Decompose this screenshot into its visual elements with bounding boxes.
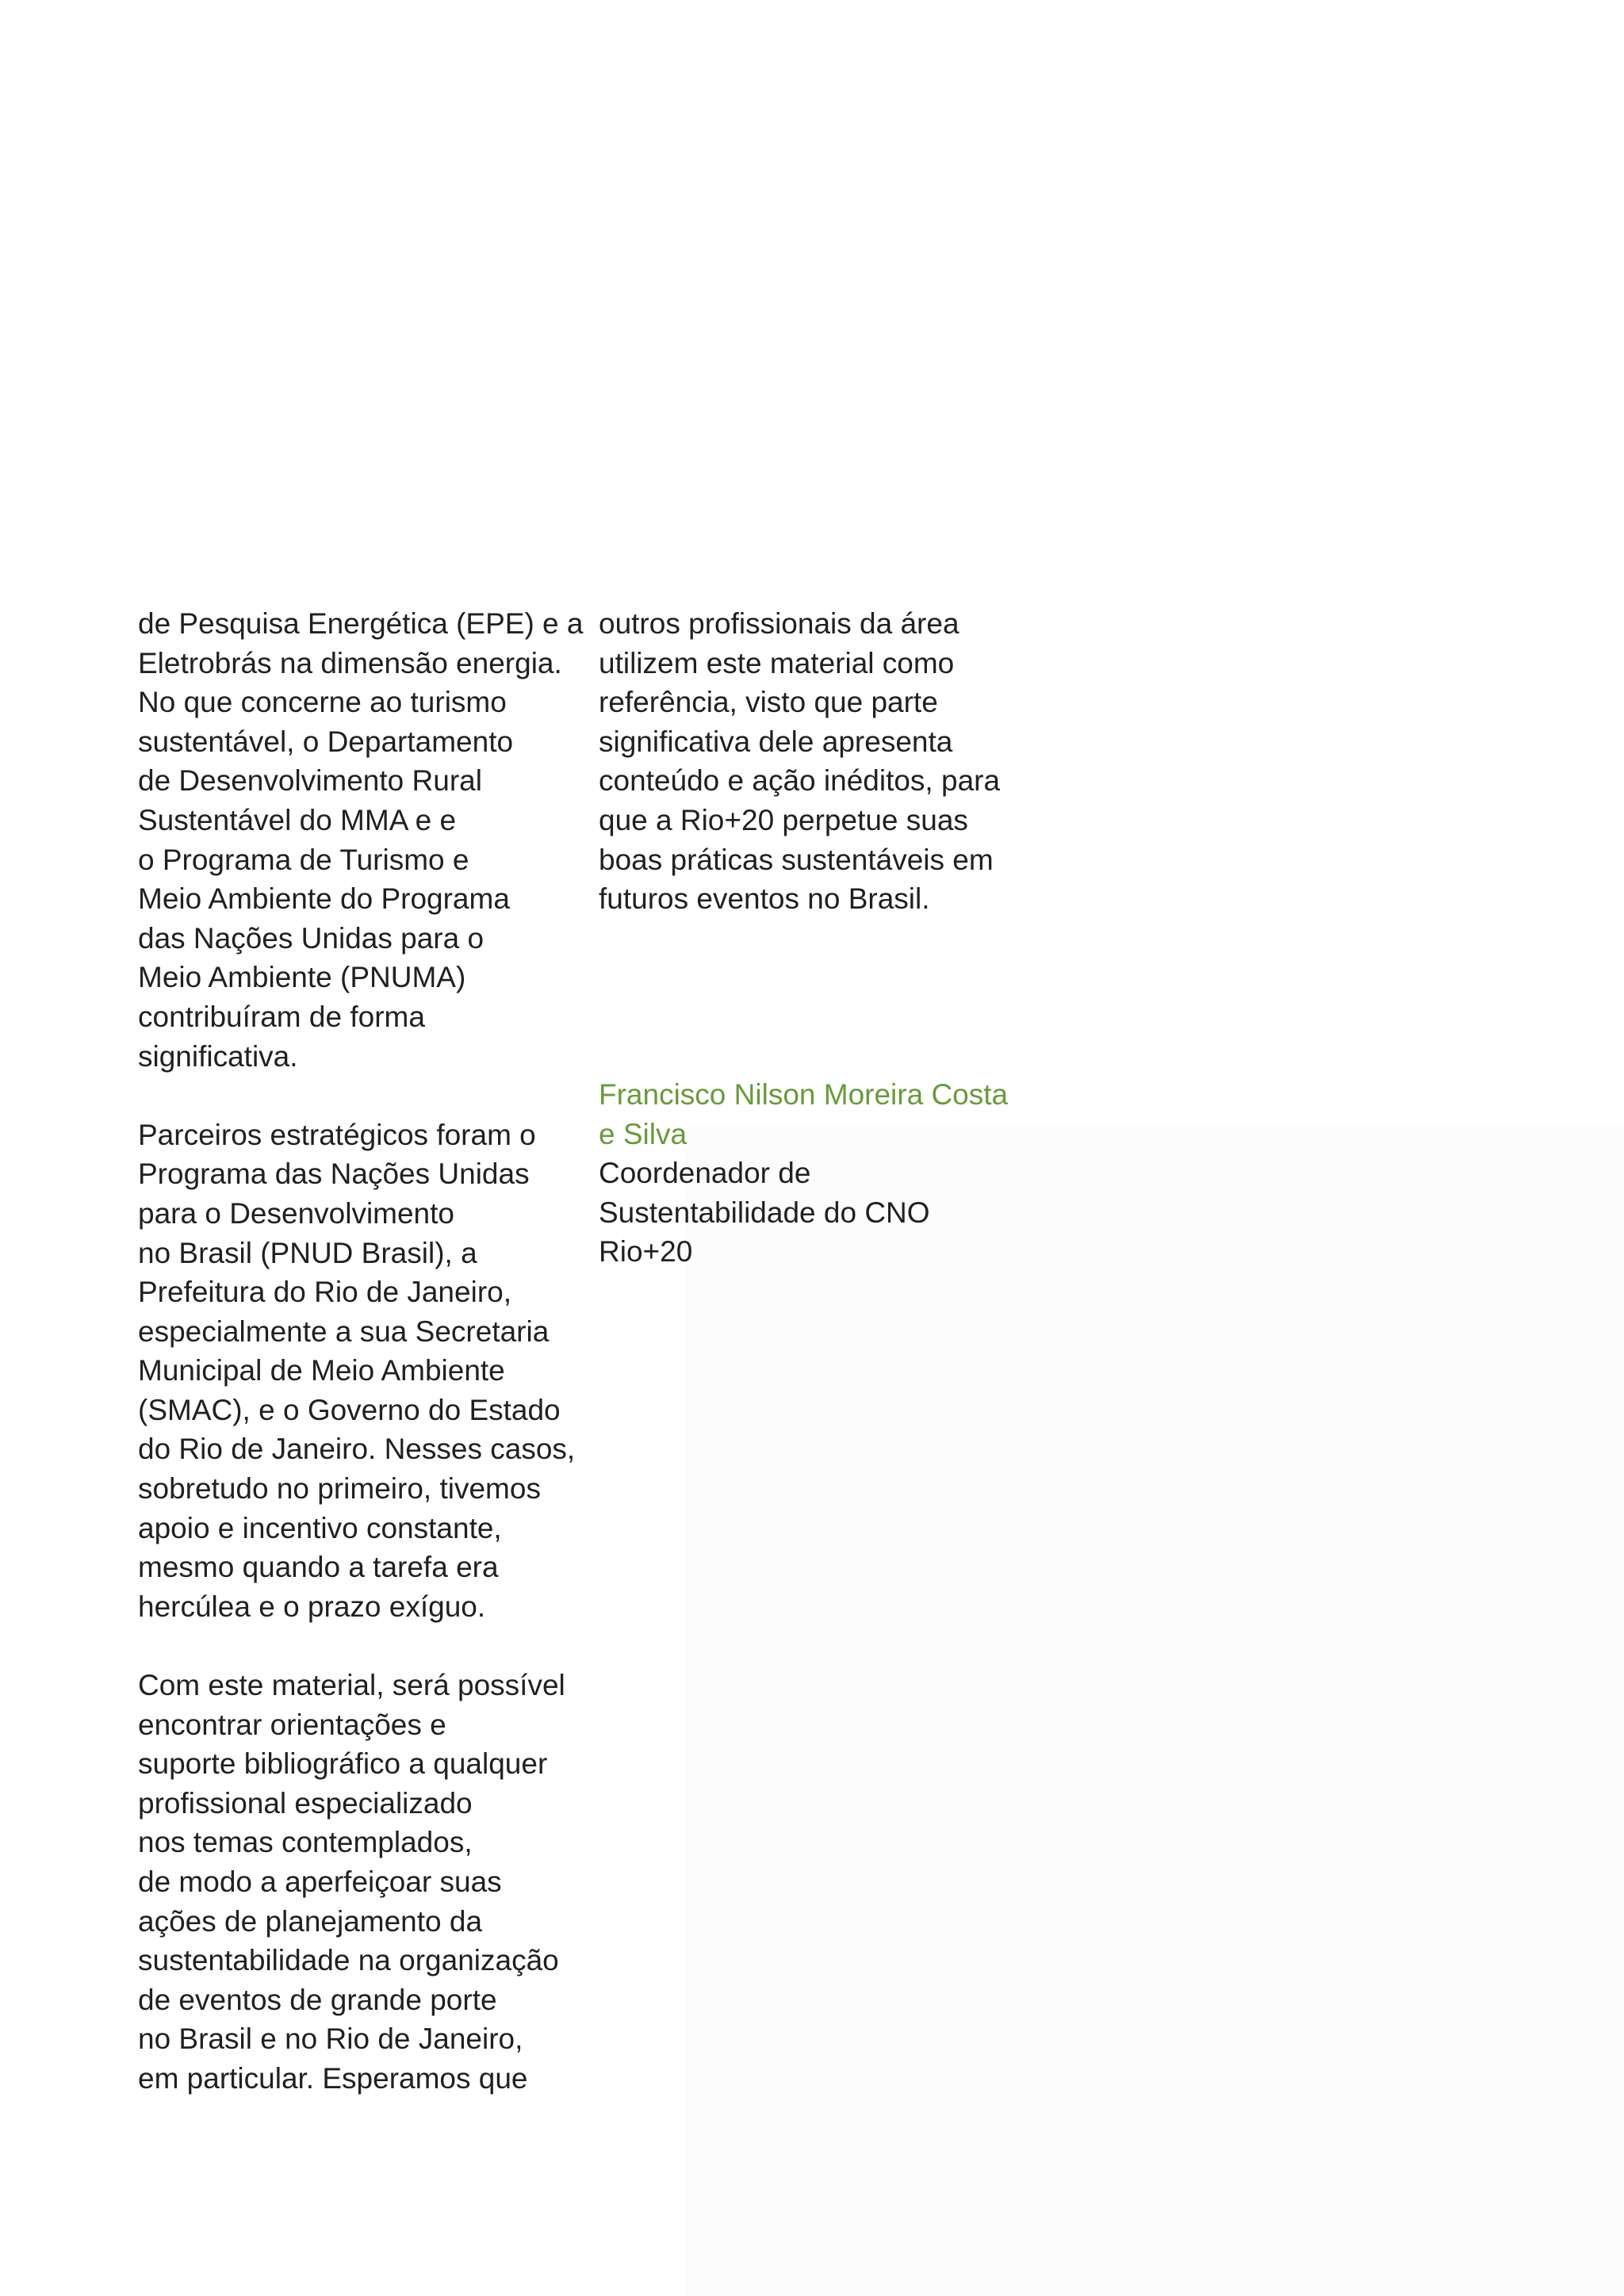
- text-line: das Nações Unidas para o: [138, 921, 485, 955]
- text-line: de modo a aperfeiçoar suas: [138, 1866, 502, 1898]
- text-line: sustentável, o Departamento: [138, 725, 514, 758]
- paragraph-spacer: [138, 1076, 582, 1115]
- text-line: Programa das Nações Unidas: [138, 1158, 530, 1191]
- signature-title-line: Sustentabilidade do CNO: [599, 1196, 930, 1229]
- signature-name: [599, 1075, 1043, 1154]
- signature-title-line: Coordenador de: [599, 1157, 811, 1190]
- text-line: de eventos de grande porte: [138, 1983, 497, 2016]
- paragraph-continuation: [599, 604, 1043, 919]
- paragraph-spacer: [138, 1626, 582, 1666]
- text-line: encontrar orientações e: [138, 1708, 446, 1741]
- text-line: o Programa de Turismo e: [138, 843, 469, 876]
- text-line: futuros eventos no Brasil.: [599, 882, 930, 916]
- text-line: (SMAC), e o Governo do Estado: [138, 1393, 561, 1426]
- signature-name-line: e Silva: [599, 1117, 688, 1150]
- text-line: em particular. Esperamos que: [138, 2061, 528, 2095]
- text-line: No que concerne ao turismo: [138, 686, 507, 719]
- signature-name-line: Francisco Nilson Moreira Costa: [599, 1078, 1009, 1111]
- text-line: ações de planejamento da: [138, 1904, 483, 1938]
- text-line: no Brasil e no Rio de Janeiro,: [138, 2022, 523, 2056]
- paragraph-energy-tourism: [138, 604, 582, 1076]
- text-line: nos temas contemplados,: [138, 1826, 473, 1859]
- text-line: significativa dele apresenta: [599, 725, 953, 758]
- text-line: de Desenvolvimento Rural: [138, 764, 482, 798]
- signature-block: [599, 1075, 1043, 1272]
- text-line: boas práticas sustentáveis em: [599, 843, 994, 876]
- left-text-column: [138, 604, 582, 2099]
- text-line: que a Rio+20 perpetue suas: [599, 803, 968, 836]
- text-line: suporte bibliográfico a qualquer: [138, 1747, 548, 1781]
- text-line: especialmente a sua Secretaria: [138, 1314, 550, 1348]
- text-line: hercúlea e o prazo exíguo.: [138, 1590, 486, 1623]
- text-line: Parceiros estratégicos foram o: [138, 1118, 536, 1151]
- text-line: de Pesquisa Energética (EPE) e a: [138, 607, 584, 640]
- signature-title: [599, 1154, 1043, 1272]
- text-line: Meio Ambiente (PNUMA): [138, 961, 466, 994]
- paragraph-strategic-partners: [138, 1115, 582, 1627]
- paragraph-material-purpose: [138, 1666, 582, 2099]
- text-line: Eletrobrás na dimensão energia.: [138, 646, 562, 679]
- text-line: Prefeitura do Rio de Janeiro,: [138, 1276, 511, 1309]
- text-line: mesmo quando a tarefa era: [138, 1551, 499, 1584]
- text-line: profissional especializado: [138, 1786, 473, 1820]
- text-line: contribuíram de forma: [138, 1000, 425, 1033]
- text-line: conteúdo e ação inéditos, para: [599, 764, 1001, 798]
- background-shade-panel: [685, 1126, 1624, 2296]
- text-line: sustentabilidade na organização: [138, 1944, 559, 1977]
- text-line: utilizem este material como: [599, 646, 955, 679]
- text-line: apoio e incentivo constante,: [138, 1511, 502, 1544]
- signature-title-line: Rio+20: [599, 1235, 693, 1269]
- right-text-column: [599, 604, 1043, 919]
- text-line: sobretudo no primeiro, tivemos: [138, 1472, 541, 1506]
- text-line: Municipal de Meio Ambiente: [138, 1354, 505, 1387]
- text-line: do Rio de Janeiro. Nesses casos,: [138, 1433, 576, 1466]
- text-line: outros profissionais da área: [599, 607, 959, 640]
- text-line: referência, visto que parte: [599, 686, 938, 719]
- text-line: significativa.: [138, 1039, 298, 1073]
- text-line: no Brasil (PNUD Brasil), a: [138, 1236, 477, 1269]
- text-line: para o Desenvolvimento: [138, 1196, 454, 1230]
- text-line: Sustentável do MMA e e: [138, 803, 457, 836]
- text-line: Com este material, será possível: [138, 1669, 565, 1702]
- text-line: Meio Ambiente do Programa: [138, 882, 510, 916]
